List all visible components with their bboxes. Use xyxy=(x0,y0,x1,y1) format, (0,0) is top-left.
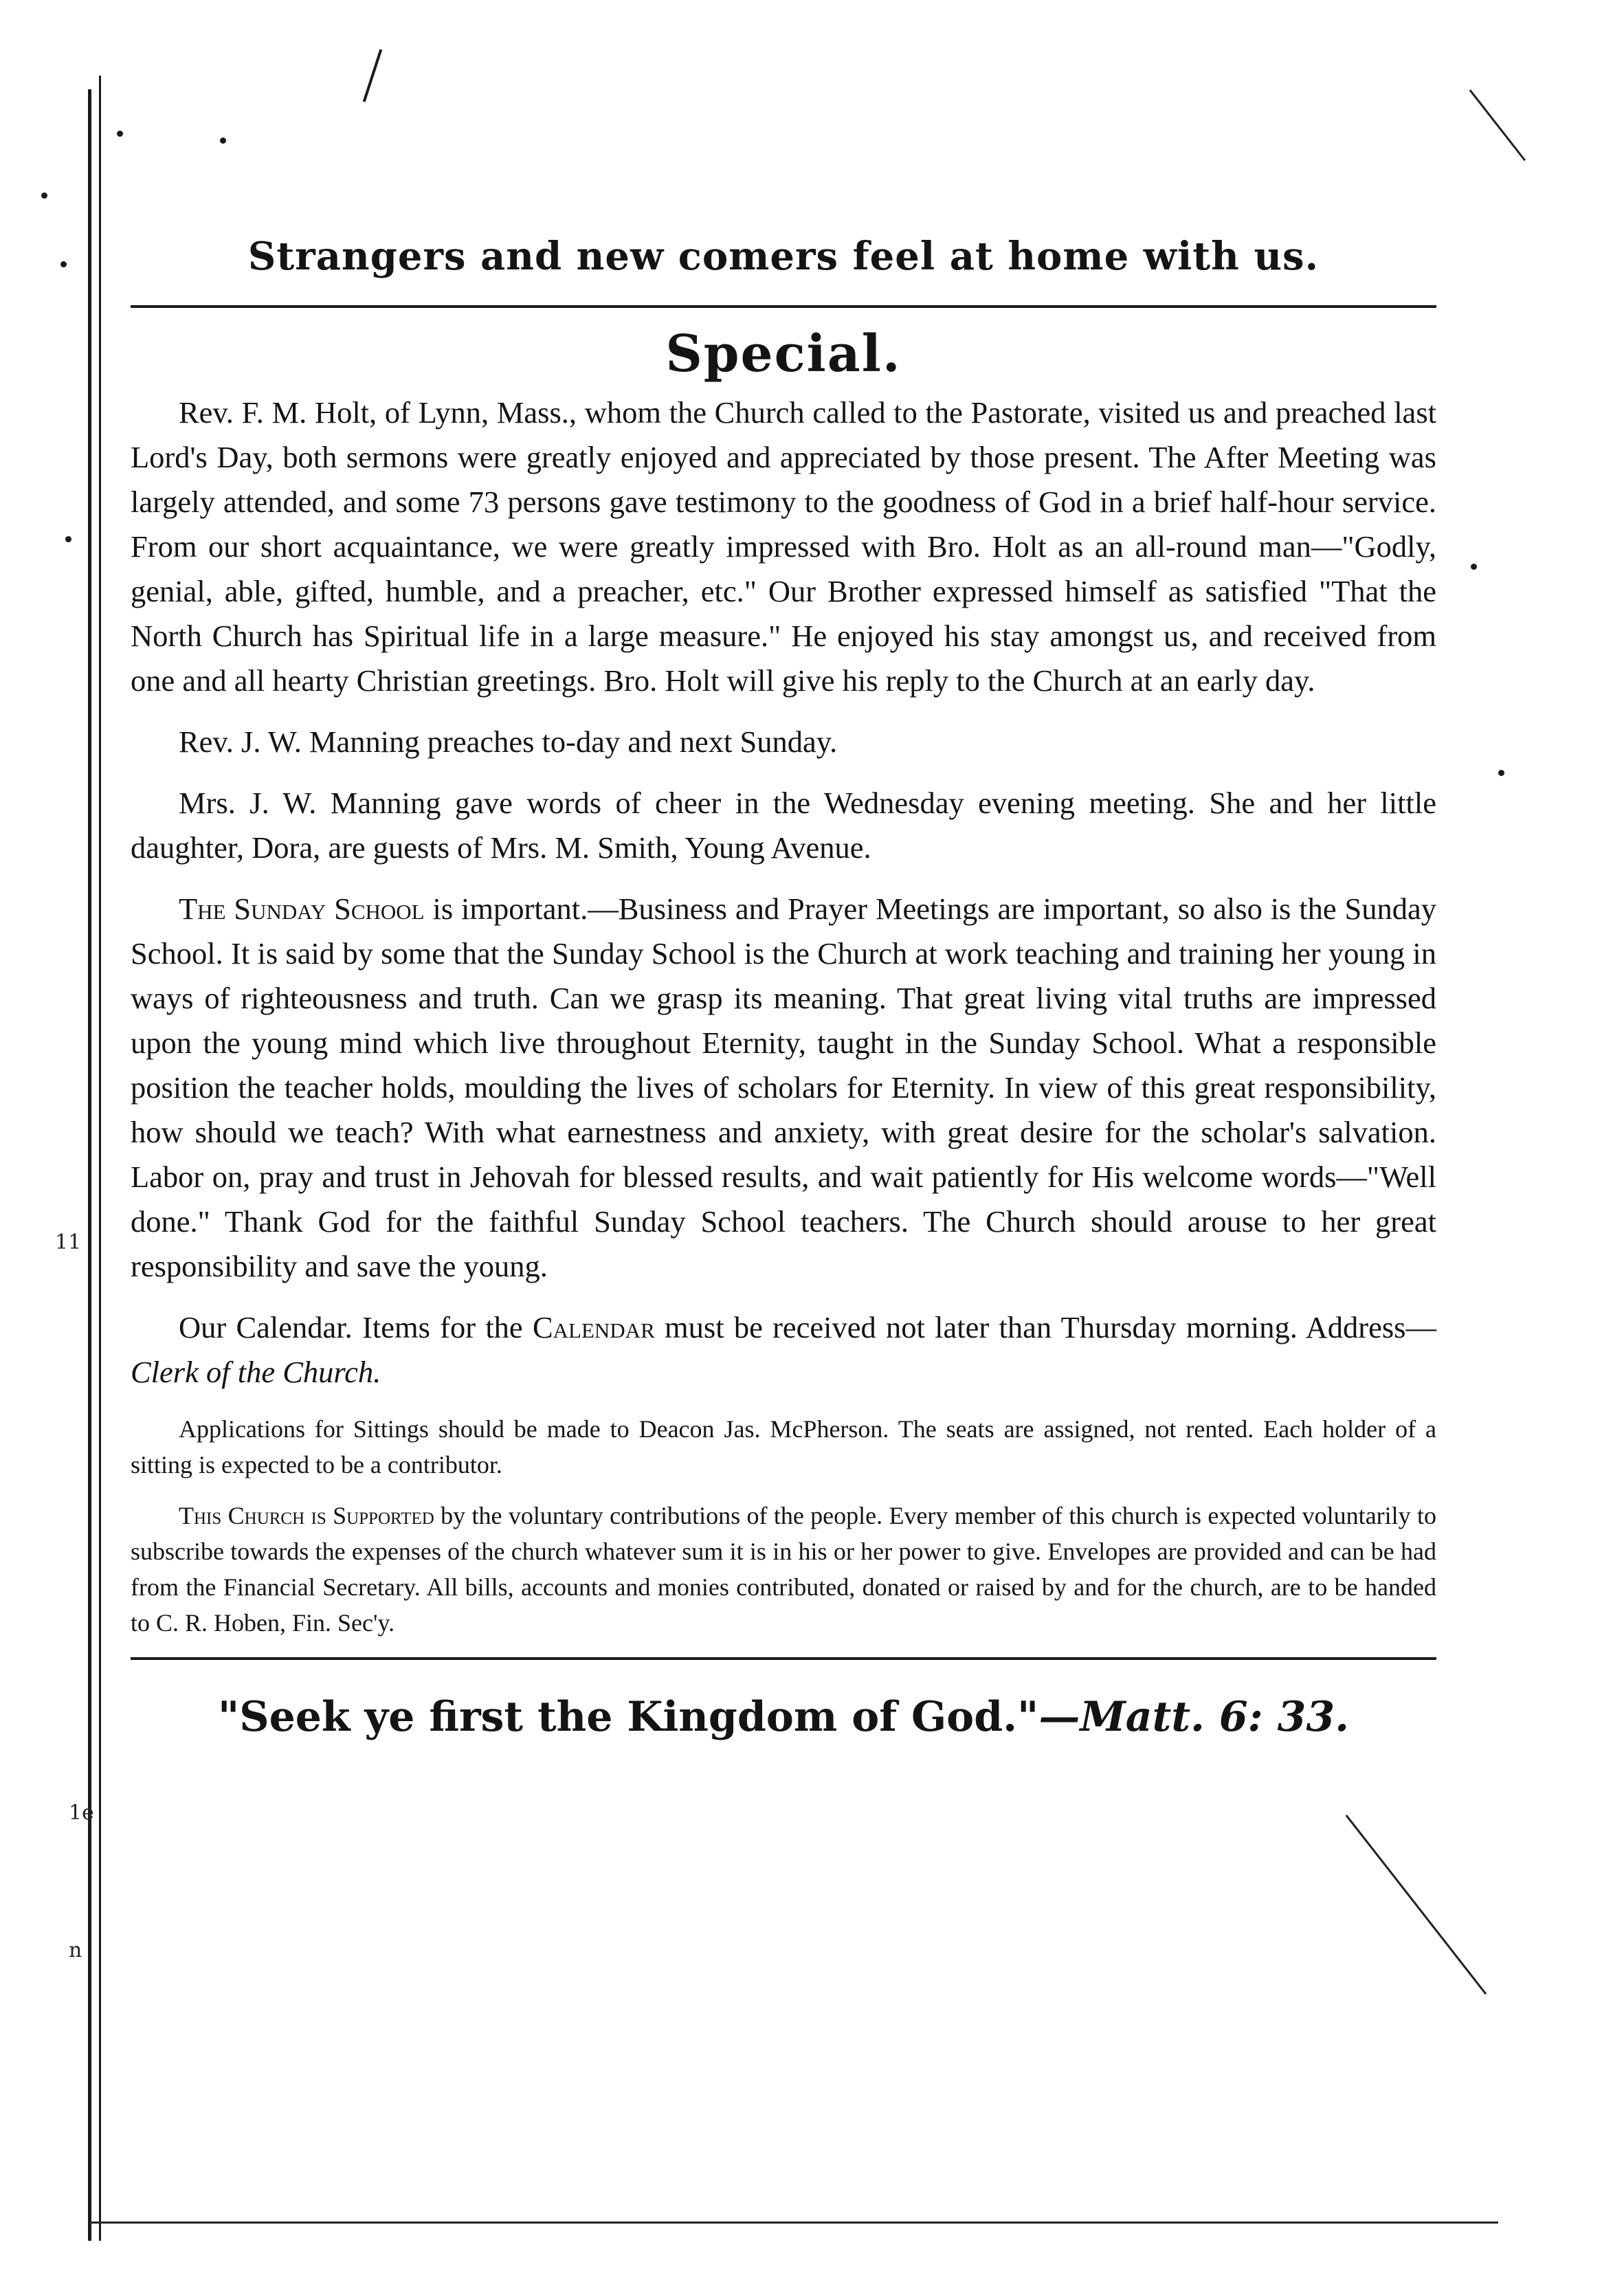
sittings-paragraph: Applications for Sittings should be made to Deacon Jas. McPherson. The seats are assigned, not rented. Each holder of a sitting is expected to be a contributor. xyxy=(131,1415,1436,1478)
top-rule xyxy=(131,305,1436,308)
calendar-word: Calendar xyxy=(532,1310,655,1344)
section-heading: Special. xyxy=(665,324,902,384)
left-margin-rule xyxy=(88,89,91,2241)
support-paragraph xyxy=(131,1498,1436,1641)
margin-mark: 11 xyxy=(55,1230,82,1254)
calendar-text: Items for the xyxy=(352,1310,533,1344)
bottom-motto xyxy=(131,1693,1436,1741)
holt-paragraph: Rev. F. M. Holt, of Lynn, Mass., whom the Church called to the Pastorate, visited us and preached last Lord's Day, both sermons were greatly enjoyed and appreciated by those present. The After Meeting was largely attended, and some 73 persons gave testimony to the goodness of God in a brief half-hour service. From our short acquaintance, we were greatly impressed with Bro. Holt as an all-round man—"Godly, genial, able, gifted, humble, and a preacher, etc." Our Brother expressed himself as satisfied "That the North Church has Spiritual life in a large measure." He enjoyed his stay amongst us, and received from one and all hearty Christian greetings. Bro. Holt will give his reply to the Church at an early day. xyxy=(131,395,1436,698)
margin-mark: n xyxy=(69,1938,82,1962)
speck xyxy=(1471,564,1477,570)
speck xyxy=(1498,770,1504,776)
calendar-text-after: must be received not later than Thursday morning. Address— xyxy=(654,1310,1436,1344)
calendar-paragraph xyxy=(131,1305,1436,1395)
speck xyxy=(60,261,67,267)
mrs-manning-paragraph: Mrs. J. W. Manning gave words of cheer in the Wednesday evening meeting. She and her little daughter, Dora, are guests of Mrs. M. Smith, Young Avenue. xyxy=(131,786,1436,865)
calendar-address: Clerk of the Church. xyxy=(131,1355,381,1389)
stray-mark xyxy=(363,49,383,102)
speck xyxy=(220,137,226,144)
manning-paragraph: Rev. J. W. Manning preaches to-day and next Sunday. xyxy=(179,724,838,759)
sunday-school-text: is important.—Business and Prayer Meetings are important, so also is the Sunday School. It is said by some that the Sunday School is the Church at work teaching and training her young in ways of righteousness and truth. Can we grasp its meaning. That great living vital truths are impressed upon the young mind which live throughout Eternity, taught in the Sunday School. What a responsible position the teacher holds, moulding the lives of scholars for Eternity. In view of this great responsibility, how should we teach? With what earnestness and anxiety, with great desire for the scholar's salvation. Labor on, pray and trust in Jehovah for blessed results, and wait patiently for His welcome words—"Well done." Thank God for the faithful Sunday School teachers. The Church should arouse to her great responsibility and save the young. xyxy=(131,891,1436,1283)
speck xyxy=(41,192,47,199)
left-margin-rule-inner xyxy=(99,76,101,2241)
bottom-motto-quote: "Seek ye first the Kingdom of God." xyxy=(218,1693,1039,1741)
bulletin-content xyxy=(131,172,1436,1741)
margin-mark: 1e xyxy=(69,1801,94,1825)
speck xyxy=(65,536,71,542)
bottom-motto-ref: —Matt. 6: 33. xyxy=(1038,1693,1349,1741)
bottom-scan-line xyxy=(89,2222,1498,2224)
stray-diagonal xyxy=(1469,89,1526,161)
sunday-school-lead: The Sunday School xyxy=(179,891,425,926)
support-text: by the voluntary contributions of the people. Every member of this church is expected voluntarily to subscribe towards the expenses of the church whatever sum it is in his or her power to give. Envelopes are provided and can be had from the Financial Secretary. All bills, accounts and monies contributed, donated or raised by and for the church, are to be handed to C. R. Hoben, Fin. Sec'y. xyxy=(131,1502,1437,1637)
calendar-lead: Our Calendar. xyxy=(179,1310,353,1344)
sunday-school-paragraph xyxy=(131,887,1436,1289)
support-lead: This Church is Supported xyxy=(179,1502,434,1529)
speck xyxy=(117,131,123,137)
top-motto: Strangers and new comers feel at home with us. xyxy=(247,234,1320,279)
bottom-rule xyxy=(131,1657,1436,1660)
stray-diagonal xyxy=(1346,1815,1487,1995)
